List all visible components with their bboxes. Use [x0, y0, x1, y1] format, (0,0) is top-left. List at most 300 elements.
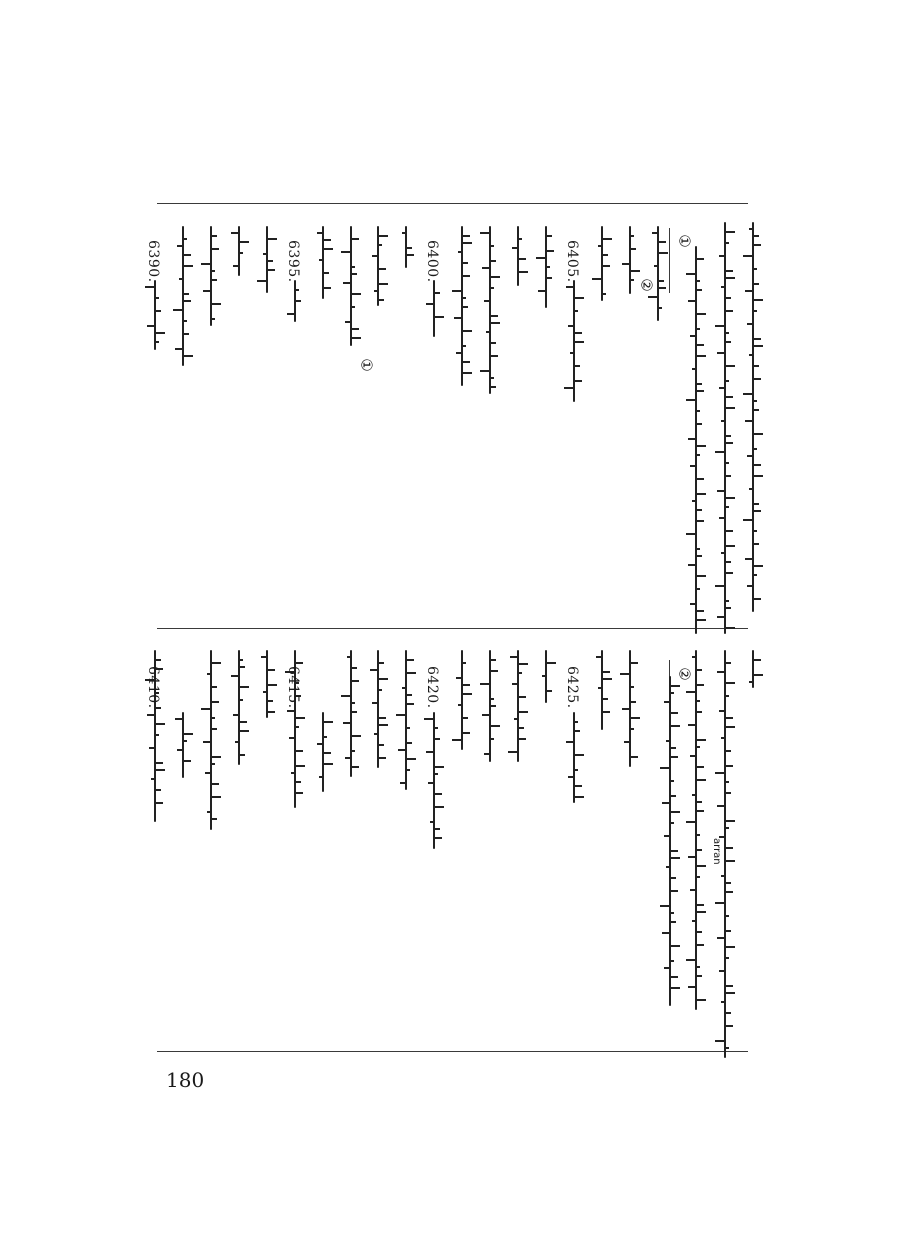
- script-stroke: [696, 390, 704, 392]
- script-stroke: [406, 659, 414, 661]
- script-stroke: [370, 669, 378, 671]
- script-stroke: [458, 251, 462, 253]
- script-stroke: [696, 700, 700, 702]
- script-stroke: [630, 662, 638, 664]
- script-stroke: [183, 733, 193, 735]
- script-stroke: [753, 283, 759, 285]
- lower-col-6: [482, 650, 498, 762]
- script-stroke: [462, 732, 470, 734]
- script-stroke: [715, 772, 725, 774]
- script-stroke: [183, 333, 189, 335]
- script-stroke: [155, 789, 161, 791]
- script-stroke: [434, 793, 442, 795]
- script-stroke: [155, 297, 159, 299]
- upper-col-11: [370, 226, 386, 306]
- script-stroke: [211, 783, 219, 785]
- script-stroke: [725, 462, 729, 464]
- upper-col-19: [147, 280, 163, 350]
- script-stroke: [753, 235, 759, 237]
- script-stroke: [670, 987, 680, 989]
- script-stroke: [688, 856, 696, 858]
- script-stroke: [725, 545, 735, 547]
- script-stroke: [406, 247, 412, 249]
- script-stroke: [721, 552, 725, 554]
- script-stroke: [482, 267, 490, 269]
- script-stroke: [753, 530, 757, 532]
- script-stroke: [287, 710, 295, 712]
- script-stroke: [696, 739, 706, 741]
- script-stroke: [347, 656, 351, 658]
- script-stroke: [233, 265, 239, 267]
- script-stroke: [670, 780, 674, 782]
- script-stroke: [696, 865, 706, 867]
- line-number-6420: 6420.: [424, 666, 440, 709]
- script-stroke: [155, 802, 163, 804]
- script-stroke: [574, 365, 580, 367]
- script-stroke: [696, 548, 700, 550]
- script-stroke: [696, 834, 700, 836]
- script-stroke: [351, 750, 355, 752]
- script-stroke: [351, 337, 361, 339]
- script-stroke: [574, 754, 584, 756]
- script-stroke: [378, 744, 384, 746]
- script-stroke: [462, 345, 466, 347]
- script-stroke: [462, 306, 468, 308]
- script-stroke: [696, 911, 706, 913]
- script-stroke: [696, 766, 704, 768]
- script-stroke: [692, 794, 696, 796]
- upper-col-6: [510, 226, 526, 286]
- script-stroke: [596, 656, 602, 658]
- script-stroke: [696, 904, 704, 906]
- script-stroke: [406, 703, 414, 705]
- script-stroke: [670, 692, 674, 694]
- upper-col-9: [426, 280, 442, 337]
- script-stroke: [155, 341, 159, 343]
- script-stroke: [696, 493, 706, 495]
- script-stroke: [670, 811, 680, 813]
- script-stroke: [490, 659, 496, 661]
- script-stroke: [490, 315, 498, 317]
- footnote-marker-3: ①: [357, 358, 376, 372]
- lower-col-15: [231, 650, 247, 765]
- script-stroke: [207, 811, 211, 813]
- lower-col-4: [538, 650, 554, 703]
- script-stroke: [692, 500, 696, 502]
- script-stroke: [400, 782, 406, 784]
- script-stroke: [372, 702, 378, 704]
- script-stroke: [177, 245, 183, 247]
- script-stroke: [696, 944, 704, 946]
- script-stroke: [696, 509, 702, 511]
- script-stroke: [648, 296, 658, 298]
- script-stroke: [343, 282, 351, 284]
- script-stroke: [323, 239, 331, 241]
- line-number-6405: 6405.: [564, 240, 580, 283]
- script-stroke: [235, 741, 239, 743]
- script-stroke: [183, 320, 187, 322]
- script-stroke: [660, 905, 670, 907]
- script-stroke: [149, 747, 155, 749]
- script-stroke: [261, 656, 267, 658]
- script-stroke: [378, 689, 382, 691]
- script-stroke: [725, 985, 733, 987]
- script-stroke: [201, 263, 211, 265]
- script-stroke: [574, 297, 584, 299]
- script-stroke: [546, 250, 554, 252]
- script-stroke: [602, 698, 608, 700]
- script-stroke: [462, 693, 472, 695]
- script-stroke: [696, 779, 706, 781]
- script-stroke: [630, 270, 640, 272]
- script-stroke: [725, 792, 731, 794]
- script-stroke: [725, 310, 733, 312]
- script-stroke: [574, 310, 578, 312]
- script-stroke: [480, 370, 490, 372]
- script-stroke: [692, 920, 696, 922]
- script-stroke: [670, 890, 678, 892]
- inline-latin-word: arran: [711, 838, 722, 865]
- script-stroke: [725, 765, 733, 767]
- script-stroke: [155, 659, 161, 661]
- script-stroke: [456, 677, 462, 679]
- footnote-marker-1: ①: [675, 234, 694, 248]
- script-stroke: [696, 810, 704, 812]
- script-stroke: [323, 272, 329, 274]
- script-stroke: [546, 277, 552, 279]
- script-stroke: [564, 387, 574, 389]
- script-stroke: [323, 752, 331, 754]
- script-stroke: [345, 757, 351, 759]
- script-stroke: [183, 760, 191, 762]
- script-stroke: [490, 725, 500, 727]
- script-stroke: [378, 717, 386, 719]
- script-stroke: [688, 564, 696, 566]
- script-stroke: [592, 278, 602, 280]
- script-stroke: [686, 959, 696, 961]
- script-stroke: [725, 1025, 733, 1027]
- script-stroke: [686, 273, 696, 275]
- script-stroke: [239, 699, 243, 701]
- lower-col-footnote-1: [745, 650, 761, 688]
- script-stroke: [207, 673, 211, 675]
- script-stroke: [715, 585, 725, 587]
- script-stroke: [602, 293, 606, 295]
- script-stroke: [696, 610, 704, 612]
- upper-col-17: [203, 226, 219, 326]
- script-stroke: [434, 837, 442, 839]
- script-stroke: [670, 725, 680, 727]
- script-stroke: [753, 400, 757, 402]
- upper-col-footnote-1: [745, 222, 761, 612]
- script-stroke: [211, 303, 221, 305]
- script-stroke: [542, 675, 546, 677]
- script-stroke: [670, 960, 674, 962]
- script-stroke: [319, 776, 323, 778]
- script-stroke: [267, 669, 275, 671]
- script-stroke: [351, 238, 359, 240]
- script-stroke: [426, 303, 434, 305]
- upper-col-3: [594, 226, 610, 301]
- script-stroke: [696, 849, 702, 851]
- lower-col-14: [259, 650, 275, 718]
- script-stroke: [484, 753, 490, 755]
- script-stroke: [696, 975, 702, 977]
- lower-col-17: [175, 712, 191, 778]
- script-stroke: [267, 684, 277, 686]
- script-stroke: [568, 776, 574, 778]
- script-stroke: [480, 683, 490, 685]
- lower-col-footnote-4: [662, 676, 678, 1006]
- script-stroke: [211, 756, 221, 758]
- script-stroke: [725, 891, 733, 893]
- script-stroke: [574, 769, 578, 771]
- script-stroke: [725, 946, 735, 948]
- script-stroke: [341, 251, 351, 253]
- script-stroke: [406, 672, 416, 674]
- script-stroke: [267, 238, 277, 240]
- script-stroke: [725, 820, 735, 822]
- script-stroke: [725, 860, 735, 862]
- script-stroke: [717, 937, 725, 939]
- script-stroke: [725, 270, 733, 272]
- script-stroke: [211, 701, 219, 703]
- script-stroke: [696, 711, 702, 713]
- script-stroke: [454, 317, 462, 319]
- script-stroke: [630, 248, 636, 250]
- script-stroke: [183, 740, 187, 742]
- script-stroke: [211, 763, 215, 765]
- script-stroke: [620, 673, 630, 675]
- script-stroke: [205, 772, 211, 774]
- script-stroke: [696, 520, 704, 522]
- script-stroke: [696, 454, 700, 456]
- lower-col-5: [510, 650, 526, 762]
- upper-col-16: [231, 226, 247, 276]
- script-stroke: [715, 325, 725, 327]
- script-stroke: [719, 970, 725, 972]
- script-stroke: [490, 386, 496, 388]
- script-stroke: [177, 749, 183, 751]
- script-stroke: [462, 330, 472, 332]
- script-stroke: [725, 781, 729, 783]
- script-stroke: [378, 268, 386, 270]
- script-stroke: [749, 488, 753, 490]
- script-stroke: [267, 711, 275, 713]
- script-stroke: [490, 698, 494, 700]
- script-stroke: [231, 232, 239, 234]
- script-stroke: [323, 736, 327, 738]
- script-stroke: [374, 290, 378, 292]
- script-stroke: [725, 750, 731, 752]
- script-stroke: [211, 662, 221, 664]
- upper-col-15: [259, 226, 275, 293]
- script-stroke: [341, 695, 351, 697]
- script-stroke: [434, 806, 444, 808]
- script-stroke: [514, 718, 518, 720]
- script-stroke: [753, 659, 761, 661]
- script-stroke: [721, 420, 725, 422]
- script-stroke: [662, 802, 670, 804]
- script-stroke: [725, 572, 733, 574]
- script-stroke: [183, 300, 191, 302]
- script-stroke: [753, 543, 759, 545]
- script-stroke: [747, 323, 753, 325]
- script-stroke: [686, 533, 696, 535]
- upper-col-12: [343, 226, 359, 346]
- script-stroke: [602, 238, 612, 240]
- script-stroke: [598, 245, 602, 247]
- script-stroke: [622, 708, 630, 710]
- script-stroke: [725, 627, 735, 629]
- script-stroke: [725, 242, 729, 244]
- script-stroke: [155, 762, 163, 764]
- script-stroke: [490, 670, 498, 672]
- upper-col-4: [566, 280, 582, 402]
- script-stroke: [696, 876, 700, 878]
- script-stroke: [145, 286, 155, 288]
- script-stroke: [518, 672, 522, 674]
- script-stroke: [374, 733, 378, 735]
- script-stroke: [725, 957, 729, 959]
- script-stroke: [462, 717, 468, 719]
- upper-col-14: [287, 280, 303, 322]
- script-stroke: [484, 300, 490, 302]
- script-stroke: [753, 448, 757, 450]
- script-stroke: [670, 912, 674, 914]
- line-number-6390: 6390.: [145, 240, 161, 283]
- script-stroke: [664, 835, 670, 837]
- script-stroke: [267, 269, 275, 271]
- script-stroke: [434, 828, 440, 830]
- script-stroke: [725, 231, 735, 233]
- script-stroke: [725, 475, 731, 477]
- script-stroke: [378, 283, 388, 285]
- script-stroke: [147, 714, 155, 716]
- script-stroke: [692, 368, 696, 370]
- script-stroke: [211, 686, 217, 688]
- script-stroke: [696, 931, 702, 933]
- script-stroke: [747, 455, 753, 457]
- script-stroke: [378, 757, 386, 759]
- script-stroke: [725, 662, 731, 664]
- script-stroke: [696, 619, 706, 621]
- script-stroke: [183, 293, 189, 295]
- script-stroke: [233, 714, 239, 716]
- script-stroke: [725, 297, 731, 299]
- script-stroke: [378, 662, 384, 664]
- script-stroke: [574, 341, 584, 343]
- script-stroke: [378, 724, 388, 726]
- script-stroke: [434, 727, 438, 729]
- script-stroke: [406, 254, 414, 256]
- script-stroke: [725, 915, 729, 917]
- script-stroke: [239, 666, 245, 668]
- script-stroke: [378, 678, 388, 680]
- script-stroke: [490, 355, 498, 357]
- script-stroke: [670, 921, 676, 923]
- script-stroke: [155, 332, 165, 334]
- script-stroke: [257, 280, 267, 282]
- script-stroke: [725, 726, 735, 728]
- script-stroke: [434, 773, 438, 775]
- script-stroke: [721, 737, 725, 739]
- script-stroke: [239, 730, 249, 732]
- upper-col-18: [175, 226, 191, 366]
- script-stroke: [351, 273, 357, 275]
- script-stroke: [351, 735, 361, 737]
- script-stroke: [753, 268, 757, 270]
- script-stroke: [696, 555, 702, 557]
- script-stroke: [658, 287, 666, 289]
- script-stroke: [211, 728, 217, 730]
- script-stroke: [753, 409, 759, 411]
- upper-col-1: [650, 226, 666, 321]
- footnote-marker-2: ②: [637, 278, 656, 292]
- script-stroke: [666, 740, 670, 742]
- script-stroke: [721, 875, 725, 877]
- script-stroke: [155, 723, 165, 725]
- script-stroke: [745, 558, 753, 560]
- upper-col-10: [398, 226, 414, 268]
- script-stroke: [696, 383, 702, 385]
- script-stroke: [658, 307, 662, 309]
- script-stroke: [566, 286, 574, 288]
- script-stroke: [670, 712, 678, 714]
- script-stroke: [568, 325, 574, 327]
- script-stroke: [402, 687, 406, 689]
- script-stroke: [345, 321, 351, 323]
- script-stroke: [753, 475, 763, 477]
- script-stroke: [351, 766, 359, 768]
- script-stroke: [696, 258, 704, 260]
- script-stroke: [428, 782, 434, 784]
- script-stroke: [725, 341, 731, 343]
- script-stroke: [696, 746, 700, 748]
- script-stroke: [725, 407, 735, 409]
- script-stroke: [378, 235, 388, 237]
- script-stroke: [725, 600, 729, 602]
- upper-col-5: [538, 226, 554, 308]
- script-stroke: [753, 299, 763, 301]
- script-stroke: [696, 344, 704, 346]
- script-stroke: [753, 310, 757, 312]
- script-stroke: [490, 322, 500, 324]
- script-stroke: [203, 741, 211, 743]
- script-stroke: [725, 277, 735, 279]
- script-stroke: [452, 290, 462, 292]
- script-stroke: [462, 262, 468, 264]
- lower-col-8: [426, 712, 442, 849]
- script-stroke: [725, 561, 731, 563]
- lower-col-12: [315, 712, 331, 792]
- script-stroke: [490, 245, 494, 247]
- script-stroke: [546, 690, 552, 692]
- script-stroke: [696, 478, 704, 480]
- script-stroke: [295, 662, 303, 664]
- script-stroke: [183, 265, 193, 267]
- script-stroke: [664, 701, 670, 703]
- script-stroke: [351, 680, 359, 682]
- page-number: 180: [166, 1068, 205, 1092]
- script-stroke: [692, 656, 696, 658]
- lower-col-1: [622, 650, 638, 767]
- script-stroke: [574, 785, 582, 787]
- script-stroke: [396, 714, 406, 716]
- script-stroke: [295, 781, 301, 783]
- script-stroke: [725, 847, 733, 849]
- script-stroke: [295, 300, 301, 302]
